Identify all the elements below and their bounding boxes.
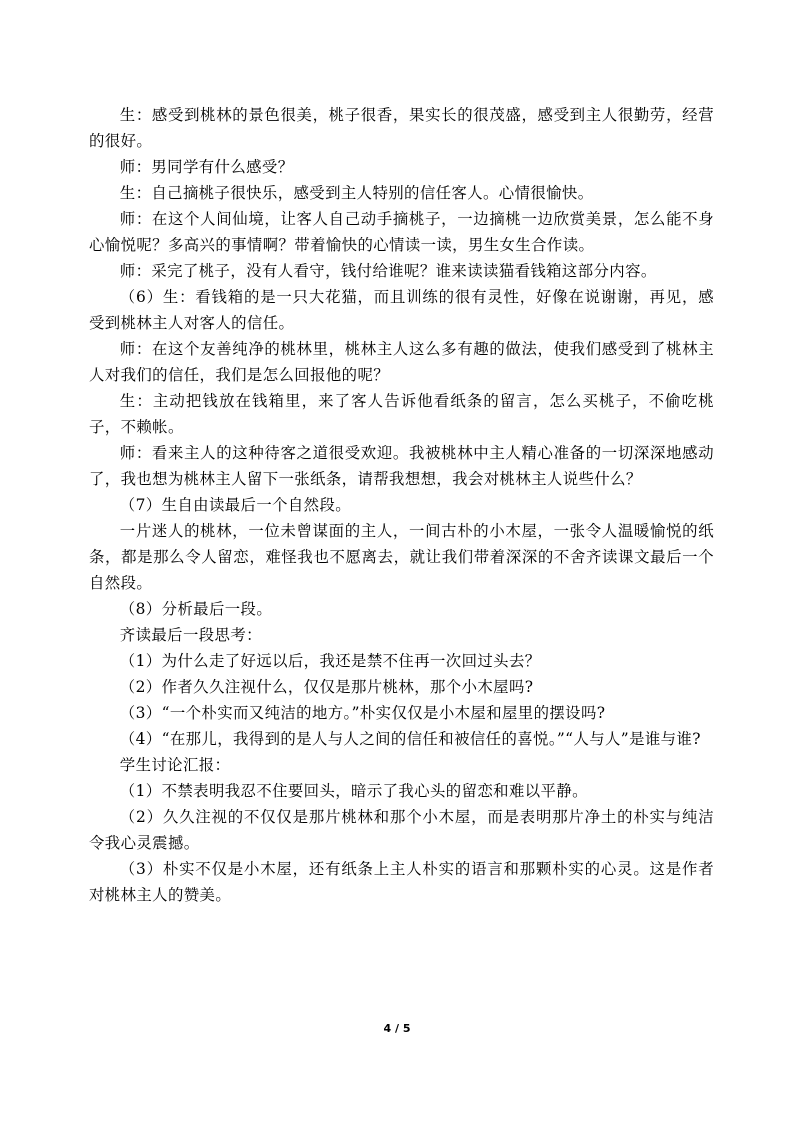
paragraph: 一片迷人的桃林，一位未曾谋面的主人，一间古朴的小木屋，一张令人温暖愉悦的纸条，都是那么令人留恋，难怪我也不愿离去，就让我们带着深深的不舍齐读课文最后一个自然段。 — [89, 522, 714, 592]
paragraph: （6）生：看钱箱的是一只大花猫，而且训练的很有灵性，好像在说谢谢，再见，感受到桃林主人对客人的信任。 — [89, 288, 714, 332]
paragraph: （7）生自由读最后一个自然段。 — [119, 496, 352, 514]
paragraph: （3）朴实不仅是小木屋，还有纸条上主人朴实的语言和那颗朴实的心灵。这是作者对桃林主人的赞美。 — [89, 860, 714, 904]
paragraph: 学生讨论汇报： — [119, 756, 231, 774]
paragraph: 生：感受到桃林的景色很美，桃子很香，果实长的很茂盛，感受到主人很勤劳，经营的很好。 — [89, 106, 714, 150]
paragraph: （2）作者久久注视什么，仅仅是那片桃林，那个小木屋吗? — [119, 678, 534, 696]
paragraph: 师：看来主人的这种待客之道很受欢迎。我被桃林中主人精心准备的一切深深地感动了，我也想为桃林主人留下一张纸条，请帮我想想，我会对桃林主人说些什么？ — [89, 444, 714, 488]
paragraph: （2）久久注视的不仅仅是那片桃林和那个小木屋，而是表明那片净土的朴实与纯洁令我心灵震撼。 — [89, 808, 714, 852]
paragraph: （1）不禁表明我忍不住要回头，暗示了我心头的留恋和难以平静。 — [119, 782, 588, 800]
paragraph: （8）分析最后一段。 — [119, 600, 273, 618]
paragraph: 师：男同学有什么感受？ — [119, 158, 294, 176]
paragraph: （3）“一个朴实而又纯洁的地方。”朴实仅仅是小木屋和屋里的摆设吗? — [119, 704, 606, 722]
paragraph: 师：在这个人间仙境，让客人自己动手摘桃子，一边摘桃一边欣赏美景，怎么能不身心愉悦呢？多高兴的事情啊？带着愉快的心情读一读，男生女生合作读。 — [89, 210, 714, 254]
paragraph: 师：采完了桃子，没有人看守，钱付给谁呢？谁来读读猫看钱箱这部分内容。 — [119, 262, 657, 280]
paragraph: （1）为什么走了好远以后，我还是禁不住再一次回过头去？ — [119, 652, 541, 670]
paragraph: 生：自己摘桃子很快乐，感受到主人特别的信任客人。心情很愉快。 — [119, 184, 594, 202]
paragraph: 生：主动把钱放在钱箱里，来了客人告诉他看纸条的留言，怎么买桃子，不偷吃桃子，不赖帐。 — [89, 392, 714, 436]
paragraph: （4）“在那儿，我得到的是人与人之间的信任和被信任的喜悦。”“人与人”是谁与谁? — [119, 730, 701, 748]
paragraph: 师：在这个友善纯净的桃林里，桃林主人这么多有趣的做法，使我们感受到了桃林主人对我们的信任，我们是怎么回报他的呢？ — [89, 340, 714, 384]
document-body — [89, 102, 714, 908]
page-number: 4 / 5 — [383, 1022, 411, 1035]
paragraph: 齐读最后一段思考： — [119, 626, 262, 644]
